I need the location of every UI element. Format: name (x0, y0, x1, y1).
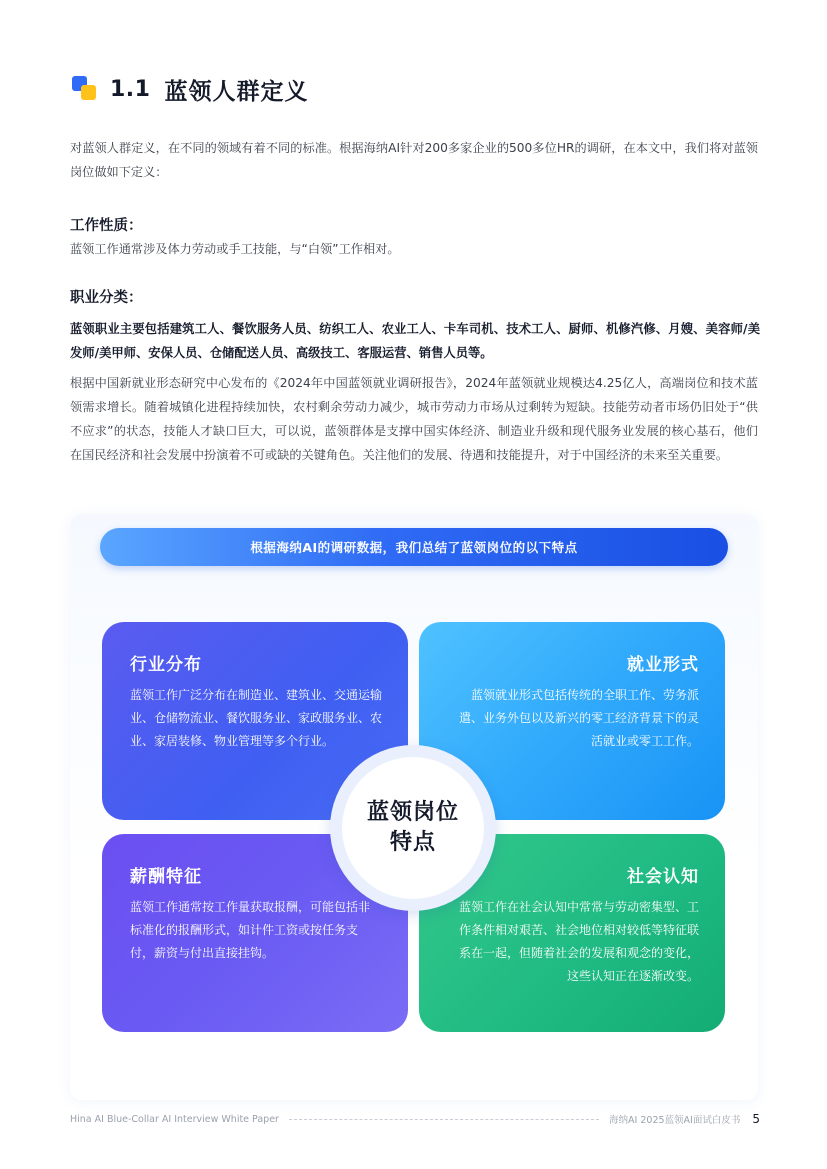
center-label (342, 757, 484, 899)
card-body: 蓝领工作通常按工作量获取报酬，可能包括非标准化的报酬形式，如计件工资或按任务支付，薪资与付出直接挂钩。 (130, 900, 371, 960)
intro-paragraph: 对蓝领人群定义，在不同的领域有着不同的标准。根据海纳AI针对200多家企业的500多位HR的调研，在本文中，我们将对蓝领岗位做如下定义： (70, 141, 758, 179)
occupation-list: 蓝领职业主要包括建筑工人、餐饮服务人员、纺织工人、农业工人、卡车司机、技术工人、厨师、机修汽修、月嫂、美容师/美发师/美甲师、安保人员、仓储配送人员、高级技工、客服运营、销售人员等。 (70, 322, 760, 360)
employment-report-paragraph: 根据中国新就业形态研究中心发布的《2024年中国蓝领就业调研报告》，2024年蓝领就业规模达4.25亿人，高端岗位和技术蓝领需求增长。随着城镇化进程持续加快，农村剩余劳动力减少，城市劳动力市场从过剩转为短缺。技能劳动者市场仍旧处于“供不应求”的状态，技能人才缺口巨大，可以说，蓝领群体是支撑中国实体经济、制造业升级和现代服务业发展的核心基石，他们在国民经济和社会发展中扮演着不可或缺的关键角色。关注他们的发展、待遇和技能提升，对于中国经济的未来至关重要。 (70, 376, 758, 462)
footer-left: Hina AI Blue-Collar AI Interview White Paper (70, 1113, 279, 1125)
banner-text: 根据海纳AI的调研数据，我们总结了蓝领岗位的以下特点 (250, 540, 578, 555)
section-logo-icon (72, 76, 98, 102)
section-title: 蓝领人群定义 (164, 78, 309, 105)
section-header (72, 72, 308, 106)
card-body: 蓝领就业形式包括传统的全职工作、劳务派遣、业务外包以及新兴的零工经济背景下的灵活就业或零工工作。 (458, 688, 699, 748)
footer-right: 海纳AI 2025蓝领AI面试白皮书 (609, 1115, 741, 1126)
footer-divider (289, 1119, 599, 1120)
section-number: 1.1 (110, 76, 151, 102)
card-body: 蓝领工作广泛分布在制造业、建筑业、交通运输业、仓储物流业、餐饮服务业、家政服务业、农业、家居装修、物业管理等多个行业。 (130, 688, 383, 748)
center-line-1: 蓝领岗位 (366, 800, 459, 825)
figure-banner (100, 528, 728, 566)
card-title: 薪酬特征 (130, 867, 202, 887)
card-title: 就业形式 (627, 655, 699, 675)
work-nature-text: 蓝领工作通常涉及体力劳动或手工技能，与“白领”工作相对。 (70, 242, 400, 256)
center-line-2: 特点 (389, 830, 436, 855)
card-title: 行业分布 (130, 655, 202, 675)
card-body: 蓝领工作在社会认知中常常与劳动密集型、工作条件相对艰苦、社会地位相对较低等特征联系在一起，但随着社会的发展和观念的变化，这些认知正在逐渐改变。 (458, 900, 699, 983)
card-title: 社会认知 (627, 867, 699, 887)
page-number: 5 (752, 1112, 760, 1126)
page-footer (70, 1110, 760, 1128)
work-nature-heading: 工作性质： (70, 218, 143, 234)
occupation-heading: 职业分类： (70, 290, 143, 306)
